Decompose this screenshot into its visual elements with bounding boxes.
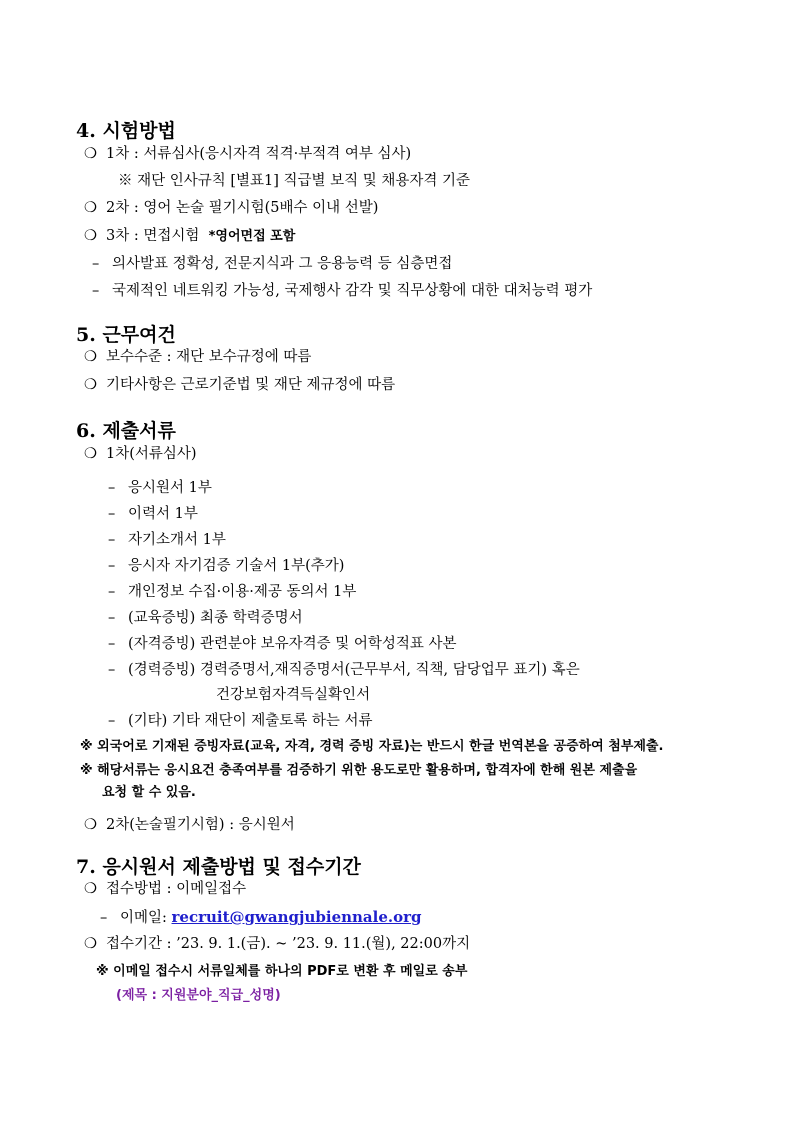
s4-line-2 xyxy=(84,198,378,218)
s7-line-2 xyxy=(84,934,470,954)
list-item-text: 응시자 자기검증 기술서 1부(추가) xyxy=(128,558,345,574)
list-item-text: 응시원서 1부 xyxy=(128,480,212,496)
s4-sub-2 xyxy=(92,281,592,301)
s7-line-2-text: 접수기간 : ’23. 9. 1.(금). ~ ’23. 9. 11.(월), 22:00까지 xyxy=(106,936,471,952)
list-item xyxy=(108,478,212,498)
s4-line-2-text: 2차 : 영어 논술 필기시험(5배수 이내 선발) xyxy=(106,200,379,216)
dash-bullet-icon: – xyxy=(108,506,116,522)
s4-line-1 xyxy=(84,144,411,164)
verification-notice: ※ 해당서류는 응시요건 충족여부를 검증하기 위한 용도로만 활용하며, 합격자에 한해 원본 제출을 xyxy=(80,763,638,778)
list-item xyxy=(108,711,372,731)
circle-bullet-icon: ❍ xyxy=(84,936,97,952)
dash-bullet-icon: – xyxy=(108,636,116,652)
circle-bullet-icon: ❍ xyxy=(84,200,97,216)
section-6-heading: 6. 제출서류 xyxy=(76,420,176,442)
s7-line-1 xyxy=(84,879,246,899)
list-item xyxy=(108,582,356,602)
section-7-heading: 7. 응시원서 제출방법 및 접수기간 xyxy=(76,856,361,878)
circle-bullet-icon: ❍ xyxy=(84,228,97,244)
circle-bullet-icon: ❍ xyxy=(84,377,97,393)
dash-bullet-icon: – xyxy=(108,558,116,574)
s4-line-3-text: 3차 : 면접시험 xyxy=(106,228,200,244)
circle-bullet-icon: ❍ xyxy=(84,817,97,833)
list-item-text: (교육증빙) 최종 학력증명서 xyxy=(128,610,303,626)
list-item-text: (자격증빙) 관련분야 보유자격증 및 어학성적표 사본 xyxy=(128,636,457,652)
list-item xyxy=(108,608,303,628)
list-item xyxy=(108,556,344,576)
s4-line-1-note: ※ 재단 인사규칙 [별표1] 직급별 보직 및 채용자격 기준 xyxy=(118,173,471,189)
s5-line-2 xyxy=(84,375,395,395)
s5-line-1 xyxy=(84,347,311,367)
list-item-text: 자기소개서 1부 xyxy=(128,532,226,548)
verification-notice-cont: 요청 할 수 있음. xyxy=(102,785,196,800)
email-title-format: (제목 : 지원분야_직급_성명) xyxy=(116,988,281,1003)
s4-line-3 xyxy=(84,226,295,247)
s4-sub-2-text: 국제적인 네트워킹 가능성, 국제행사 감각 및 직무상황에 대한 대처능력 평가 xyxy=(112,283,593,299)
list-item xyxy=(108,530,226,550)
list-item xyxy=(108,504,198,524)
s7-email-line xyxy=(100,907,422,928)
list-item-text: 이력서 1부 xyxy=(128,506,198,522)
email-link[interactable]: recruit@gwangjubiennale.org xyxy=(171,908,422,926)
s6-line-1 xyxy=(84,444,197,464)
list-item xyxy=(108,634,457,654)
list-item-text: (경력증빙) 경력증명서,재직증명서(근무부서, 직책, 담당업무 표기) 혹은 xyxy=(128,662,580,678)
list-item-continuation: 건강보험자격득실확인서 xyxy=(216,687,371,703)
dash-bullet-icon: – xyxy=(108,532,116,548)
circle-bullet-icon: ❍ xyxy=(84,446,97,462)
circle-bullet-icon: ❍ xyxy=(84,146,97,162)
dash-bullet-icon: – xyxy=(100,910,108,926)
section-4-heading: 4. 시험방법 xyxy=(76,120,176,142)
s5-line-2-text: 기타사항은 근로기준법 및 재단 제규정에 따름 xyxy=(106,377,396,393)
s7-line-1-text: 접수방법 : 이메일접수 xyxy=(106,881,247,897)
dash-bullet-icon: – xyxy=(92,256,100,272)
dash-bullet-icon: – xyxy=(108,584,116,600)
dash-bullet-icon: – xyxy=(108,610,116,626)
pdf-notice: ※ 이메일 접수시 서류일체를 하나의 PDF로 변환 후 메일로 송부 xyxy=(96,964,468,979)
s6-line-2 xyxy=(84,815,295,835)
dash-bullet-icon: – xyxy=(92,283,100,299)
s4-sub-1 xyxy=(92,254,452,274)
dash-bullet-icon: – xyxy=(108,480,116,496)
dash-bullet-icon: – xyxy=(108,662,116,678)
list-item xyxy=(108,660,580,680)
circle-bullet-icon: ❍ xyxy=(84,349,97,365)
dash-bullet-icon: – xyxy=(108,713,116,729)
email-label: 이메일: xyxy=(120,910,172,926)
circle-bullet-icon: ❍ xyxy=(84,881,97,897)
s4-line-1-text: 1차 : 서류심사(응시자격 적격·부적격 여부 심사) xyxy=(106,146,412,162)
s4-sub-1-text: 의사발표 정확성, 전문지식과 그 응용능력 등 심층면접 xyxy=(112,256,453,272)
s6-line-2-text: 2차(논술필기시험) : 응시원서 xyxy=(106,817,295,833)
english-interview-note: *영어면접 포함 xyxy=(208,229,296,244)
section-5-heading: 5. 근무여건 xyxy=(76,324,176,346)
s6-line-1-text: 1차(서류심사) xyxy=(106,446,197,462)
s5-line-1-text: 보수수준 : 재단 보수규정에 따름 xyxy=(106,349,312,365)
translation-notice: ※ 외국어로 기재된 증빙자료(교육, 자격, 경력 증빙 자료)는 반드시 한글 번역본을 공증하여 첨부제출. xyxy=(80,739,664,754)
list-item-text: (기타) 기타 재단이 제출토록 하는 서류 xyxy=(128,713,373,729)
list-item-text: 개인정보 수집·이용·제공 동의서 1부 xyxy=(128,584,357,600)
